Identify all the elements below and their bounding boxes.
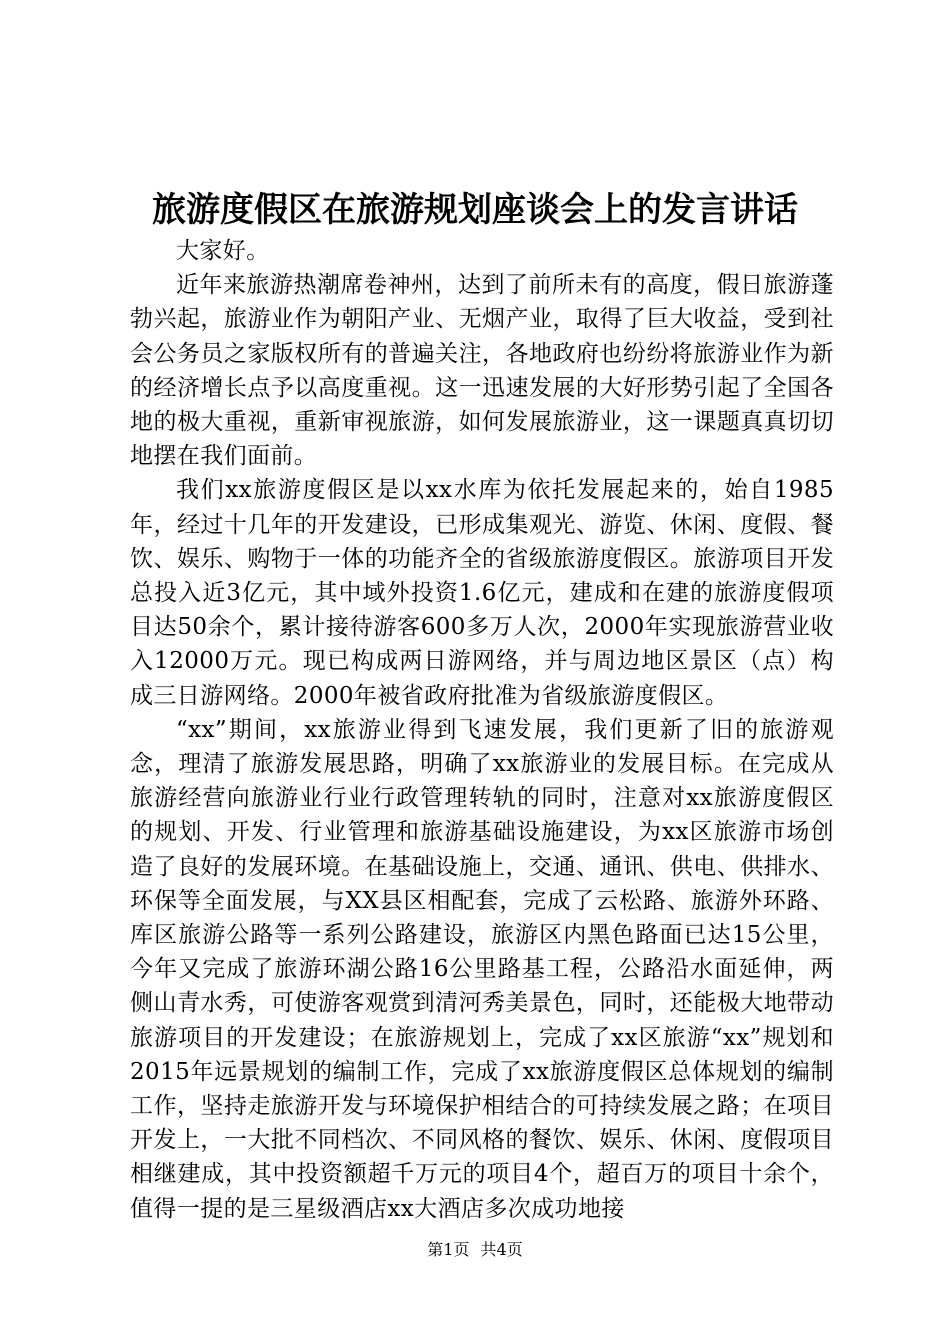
- paragraph-development: “xx”期间，xx旅游业得到飞速发展，我们更新了旧的旅游观念，理清了旅游发展思路，明确了xx旅游业的发展目标。在完成从旅游经营向旅游业行业行政管理转轨的同时，注意对xx旅游度假区的规划、开发、行业管理和旅游基础设施建设，为xx区旅游市场创造了良好的发展环境。在基础设施上，交通、通讯、供电、供排水、环保等全面发展，与XX县区相配套，完成了云松路、旅游外环路、库区旅游公路等一系列公路建设，旅游区内黑色路面已达15公里，今年又完成了旅游环湖公路16公里路基工程，公路沿水面延伸，两侧山青水秀，可使游客观赏到清河秀美景色，同时，还能极大地带动旅游项目的开发建设；在旅游规划上，完成了xx区旅游“xx”规划和2015年远景规划的编制工作，完成了xx旅游度假区总体规划的编制工作，坚持走旅游开发与环境保护相结合的可持续发展之路；在项目开发上，一大批不同档次、不同风格的餐饮、娱乐、休闲、度假项目相继建成，其中投资额超千万元的项目4个，超百万的项目十余个，值得一提的是三星级酒店xx大酒店多次成功地接: [130, 716, 834, 1222]
- document-body: [130, 234, 834, 1226]
- page-number: 第1页: [427, 1240, 470, 1259]
- paragraph-greeting: 大家好。: [176, 238, 270, 264]
- page-footer: [0, 1240, 950, 1260]
- paragraph-resort-overview: 我们xx旅游度假区是以xx水库为依托发展起来的，始自1985年，经过十几年的开发建设，已形成集观光、游览、休闲、度假、餐饮、娱乐、购物于一体的功能齐全的省级旅游度假区。旅游项目开发总投入近3亿元，其中域外投资1.6亿元，建成和在建的旅游度假项目达50余个，累计接待游客600多万人次，2000年实现旅游营业收入12000万元。现已构成两日游网络，并与周边地区景区（点）构成三日游网络。2000年被省政府批准为省级旅游度假区。: [130, 477, 834, 709]
- document-title: 旅游度假区在旅游规划座谈会上的发言讲话: [152, 190, 798, 230]
- paragraph-intro: 近年来旅游热潮席卷神州，达到了前所未有的高度，假日旅游蓬勃兴起，旅游业作为朝阳产业、无烟产业，取得了巨大收益，受到社会公务员之家版权所有的普遍关注，各地政府也纷纷将旅游业作为新的经济增长点予以高度重视。这一迅速发展的大好形势引起了全国各地的极大重视，重新审视旅游，如何发展旅游业，这一课题真真切切地摆在我们面前。: [130, 272, 834, 470]
- page-total: 共4页: [480, 1240, 523, 1259]
